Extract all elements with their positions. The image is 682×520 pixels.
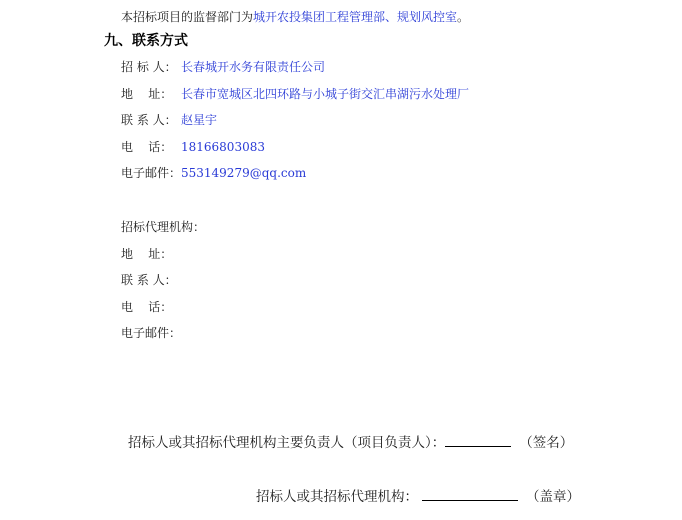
signature-org-row bbox=[256, 486, 580, 506]
supervision-prefix: 本招标项目的监督部门为 bbox=[121, 10, 254, 24]
tenderer-phone-row bbox=[121, 139, 265, 155]
tenderer-contact-value: 赵星宇 bbox=[181, 113, 218, 127]
agency-address-label: 地 址： bbox=[121, 247, 173, 261]
tenderer-address-value: 长春市宽城区北四环路与小城子街交汇串湖污水处理厂 bbox=[181, 87, 470, 101]
signature-responsible-text: 招标人或其招标代理机构主要负责人（项目负责人）： bbox=[128, 435, 446, 451]
agency-email-label: 电子邮件： bbox=[121, 326, 182, 340]
supervision-suffix: 。 bbox=[457, 10, 470, 24]
tenderer-contact-label: 联 系 人： bbox=[121, 113, 177, 127]
signature-responsible-blank[interactable] bbox=[445, 432, 511, 447]
signature-org-text: 招标人或其招标代理机构： bbox=[256, 489, 418, 505]
agency-title: 招标代理机构： bbox=[121, 220, 206, 234]
tenderer-email-value[interactable]: 553149279@qq.com bbox=[181, 166, 307, 180]
tenderer-address-label: 地 址： bbox=[121, 87, 173, 101]
signature-responsible-row bbox=[128, 432, 573, 452]
agency-contact-label: 联 系 人： bbox=[121, 273, 177, 287]
tenderer-name-row bbox=[121, 59, 325, 75]
agency-phone-label: 电 话： bbox=[121, 300, 173, 314]
tenderer-phone-label: 电 话： bbox=[121, 140, 173, 154]
signature-org-note: （盖章） bbox=[526, 489, 580, 505]
tenderer-name-label: 招 标 人： bbox=[121, 60, 177, 74]
supervision-value: 城开农投集团工程管理部、规划风控室 bbox=[253, 10, 458, 24]
signature-org-blank[interactable] bbox=[422, 486, 518, 501]
supervision-line bbox=[121, 9, 469, 25]
signature-responsible-note: （签名） bbox=[519, 435, 574, 451]
tenderer-contact-row bbox=[121, 112, 217, 128]
tenderer-address-row bbox=[121, 86, 469, 102]
tenderer-phone-value: 18166803083 bbox=[181, 140, 265, 154]
section-title: 九、联系方式 bbox=[104, 33, 188, 49]
tenderer-name-value: 长春城开水务有限责任公司 bbox=[181, 60, 326, 74]
tenderer-email-label: 电子邮件： bbox=[121, 166, 182, 180]
tenderer-email-row bbox=[121, 165, 306, 181]
